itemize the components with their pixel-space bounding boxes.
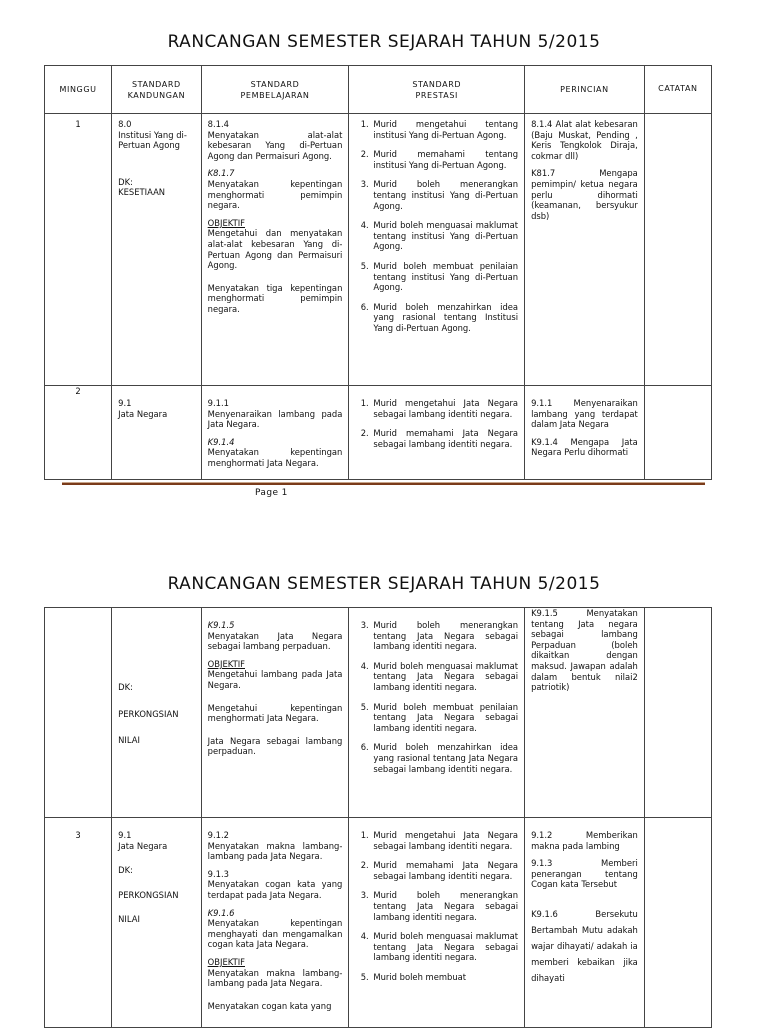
prestasi-item: 4. Murid boleh menguasai maklumat tentang Jata Negara sebagai lambang identiti negara.	[371, 661, 518, 693]
prestasi-item: 1. Murid mengetahui Jata Negara sebagai lambang identiti negara.	[371, 830, 518, 851]
pemb-text: Menyatakan kepentingan menghormati Jata Negara.	[207, 447, 343, 468]
pemb-code: 8.1.4	[207, 119, 229, 129]
header-prestasi: STANDARD PRESTASI	[349, 66, 525, 114]
pemb-code: 9.1.1	[207, 398, 229, 408]
pemb-text: Menyatakan Jata Negara sebagai lambang perpaduan.	[207, 630, 343, 652]
header-pembelajaran: STANDARD PEMBELAJARAN	[201, 66, 349, 114]
cell-perincian	[525, 818, 645, 1028]
pemb-code: K9.1.4	[207, 436, 235, 447]
objektif-text: Mengetahui kepentingan menghormati Jata Negara.	[207, 702, 343, 724]
cell-prestasi	[349, 818, 525, 1028]
dk-value: PERKONGSIAN	[118, 889, 179, 900]
cell-pembelajaran	[201, 608, 349, 818]
kandungan-text: Jata Negara	[118, 840, 168, 851]
pemb-code: K9.1.6	[207, 907, 235, 918]
dk-value: PERKONGSIAN	[118, 708, 179, 719]
cell-pembelajaran	[201, 818, 349, 1028]
table-row-week-2-continued	[45, 608, 712, 818]
cell-minggu	[45, 608, 112, 818]
cell-perincian	[525, 608, 645, 818]
pemb-text: Menyatakan makna lambang-lambang pada Jata Negara.	[207, 840, 343, 862]
pemb-code: 9.1.2	[207, 830, 229, 840]
cell-prestasi	[349, 386, 525, 480]
prestasi-list	[355, 398, 518, 449]
cell-minggu: 3	[45, 818, 112, 1028]
cell-pembelajaran	[201, 386, 349, 480]
kandungan-text: Jata Negara	[118, 408, 168, 419]
cell-kandungan	[112, 386, 202, 480]
cell-catatan	[644, 608, 711, 818]
perincian-text: K9.1.6 Bersekutu Bertambah Mutu adakah wajar dihayati/ adakah ia memberi kebaikan jika dihayati	[531, 908, 638, 983]
plan-table-page-1	[44, 65, 712, 480]
prestasi-item: 2. Murid memahami Jata Negara sebagai lambang identiti negara.	[371, 860, 518, 881]
prestasi-item: 2. Murid memahami Jata Negara sebagai lambang identiti negara.	[371, 428, 518, 449]
prestasi-item: 5. Murid boleh membuat	[371, 972, 518, 983]
dk-value: NILAI	[118, 914, 140, 925]
objektif-text: Menyatakan cogan kata yang	[207, 1000, 332, 1011]
prestasi-item: 6. Murid boleh menzahirkan idea yang rasional tentang Institusi Yang di-Pertuan Agong.	[371, 302, 518, 334]
pemb-text: Menyenaraikan lambang pada Jata Negara.	[207, 408, 343, 430]
header-kandungan: STANDARD KANDUNGAN	[112, 66, 202, 114]
perincian-text: K9.1.5 Menyatakan tentang Jata negara sebagai lambang Perpaduan (boleh dikaitkan dengan maksud. Jawapan adalah dalam bentuk nilai2 patriotik)	[531, 608, 638, 693]
cell-kandungan	[112, 818, 202, 1028]
objektif-heading: OBJEKTIF	[207, 217, 245, 228]
pemb-text: Menyatakan alat-alat kebesaran Yang di-Pertuan Agong dan Permaisuri Agong.	[207, 129, 343, 161]
prestasi-item: 1. Murid mengetahui tentang institusi Yang di-Pertuan Agong.	[371, 119, 518, 140]
prestasi-item: 3. Murid boleh menerangkan tentang Jata Negara sebagai lambang identiti negara.	[371, 890, 518, 922]
perincian-text: 9.1.3 Memberi penerangan tentang Cogan kata Tersebut	[531, 858, 638, 890]
pemb-text: Menyatakan kepentingan menghayati dan mengamalkan cogan kata Jata Negara.	[207, 918, 343, 950]
cell-catatan	[644, 818, 711, 1028]
perincian-text: K81.7 Mengapa pemimpin/ ketua negara perlu dihormati (keamanan, bersyukur dsb)	[531, 168, 638, 221]
plan-table-page-2	[44, 607, 712, 1028]
cell-catatan	[644, 114, 711, 386]
pemb-text: Menyatakan cogan kata yang terdapat pada Jata Negara.	[207, 879, 343, 900]
kandungan-code: 9.1	[118, 830, 132, 840]
pemb-text: Menyatakan kepentingan menghormati pemimpin negara.	[207, 178, 343, 211]
pemb-code: 9.1.3	[207, 868, 229, 879]
prestasi-item: 2. Murid memahami tentang institusi Yang di-Pertuan Agong.	[371, 149, 518, 170]
header-perincian: PERINCIAN	[525, 66, 645, 114]
page-title: RANCANGAN SEMESTER SEJARAH TAHUN 5/2015	[167, 574, 601, 594]
dk-label: DK:	[118, 865, 133, 876]
prestasi-item: 6. Murid boleh menzahirkan idea yang rasional tentang Jata Negara sebagai lambang identiti negara.	[371, 742, 518, 774]
header-minggu: MINGGU	[45, 66, 112, 114]
prestasi-item: 5. Murid boleh membuat penilaian tentang institusi Yang di-Pertuan Agong.	[371, 261, 518, 293]
header-catatan: CATATAN	[644, 66, 711, 114]
prestasi-item: 4. Murid boleh menguasai maklumat tentang institusi Yang di-Pertuan Agong.	[371, 220, 518, 252]
dk-label: DK:	[118, 176, 133, 187]
objektif-text: Mengetahui lambang pada Jata Negara.	[207, 669, 343, 690]
footer-divider	[62, 482, 705, 485]
prestasi-item: 3. Murid boleh menerangkan tentang institusi Yang di-Pertuan Agong.	[371, 179, 518, 211]
prestasi-list	[355, 830, 518, 983]
cell-prestasi	[349, 114, 525, 386]
table-row-week-2	[45, 386, 712, 480]
kandungan-code: 8.0	[118, 119, 132, 129]
objektif-text: Menyatakan makna lambang-lambang pada Jata Negara.	[207, 967, 343, 989]
prestasi-item: 5. Murid boleh membuat penilaian tentang Jata Negara sebagai lambang identiti negara.	[371, 702, 518, 734]
kandungan-code: 9.1	[118, 398, 132, 408]
cell-catatan	[644, 386, 711, 480]
dk-label: DK:	[118, 682, 133, 692]
cell-kandungan	[112, 608, 202, 818]
objektif-heading: OBJEKTIF	[207, 658, 245, 669]
table-row-week-3	[45, 818, 712, 1028]
cell-prestasi	[349, 608, 525, 818]
pemb-code: K8.1.7	[207, 168, 235, 179]
cell-kandungan	[112, 114, 202, 386]
kandungan-text: Institusi Yang di-Pertuan Agong	[118, 129, 187, 151]
prestasi-item: 1. Murid mengetahui Jata Negara sebagai lambang identiti negara.	[371, 398, 518, 419]
prestasi-list	[355, 620, 518, 774]
prestasi-item: 3. Murid boleh menerangkan tentang Jata Negara sebagai lambang identiti negara.	[371, 620, 518, 652]
cell-perincian	[525, 114, 645, 386]
objektif-heading: OBJEKTIF	[207, 956, 245, 967]
objektif-text: Mengetahui dan menyatakan alat-alat kebesaran Yang di-Pertuan Agong dan Permaisuri Agong.	[207, 228, 343, 271]
page-number: Page 1	[255, 488, 288, 498]
objektif-text: Menyatakan tiga kepentingan menghormati pemimpin negara.	[207, 282, 343, 314]
perincian-text: K9.1.4 Mengapa Jata Negara Perlu dihormati	[531, 436, 638, 458]
page-title: RANCANGAN SEMESTER SEJARAH TAHUN 5/2015	[167, 32, 601, 52]
cell-pembelajaran	[201, 114, 349, 386]
cell-minggu: 2	[45, 386, 112, 480]
perincian-text: 9.1.1 Menyenaraikan lambang yang terdapat dalam Jata Negara	[531, 398, 638, 430]
dk-value: KESETIAAN	[118, 187, 166, 198]
objektif-text: Jata Negara sebagai lambang perpaduan.	[207, 735, 343, 757]
perincian-text: 8.1.4 Alat alat kebesaran (Baju Muskat, Pending , Keris Tengkolok Diraja, cokmar dll)	[531, 119, 638, 161]
pemb-code: K9.1.5	[207, 620, 235, 630]
table-header-row	[45, 66, 712, 114]
table-row-week-1	[45, 114, 712, 386]
cell-minggu: 1	[45, 114, 112, 386]
dk-value: NILAI	[118, 735, 140, 746]
cell-perincian	[525, 386, 645, 480]
perincian-text: 9.1.2 Memberikan makna pada lambing	[531, 830, 638, 851]
prestasi-item: 4. Murid boleh menguasai maklumat tentang Jata Negara sebagai lambang identiti negara.	[371, 931, 518, 963]
prestasi-list	[355, 119, 518, 334]
